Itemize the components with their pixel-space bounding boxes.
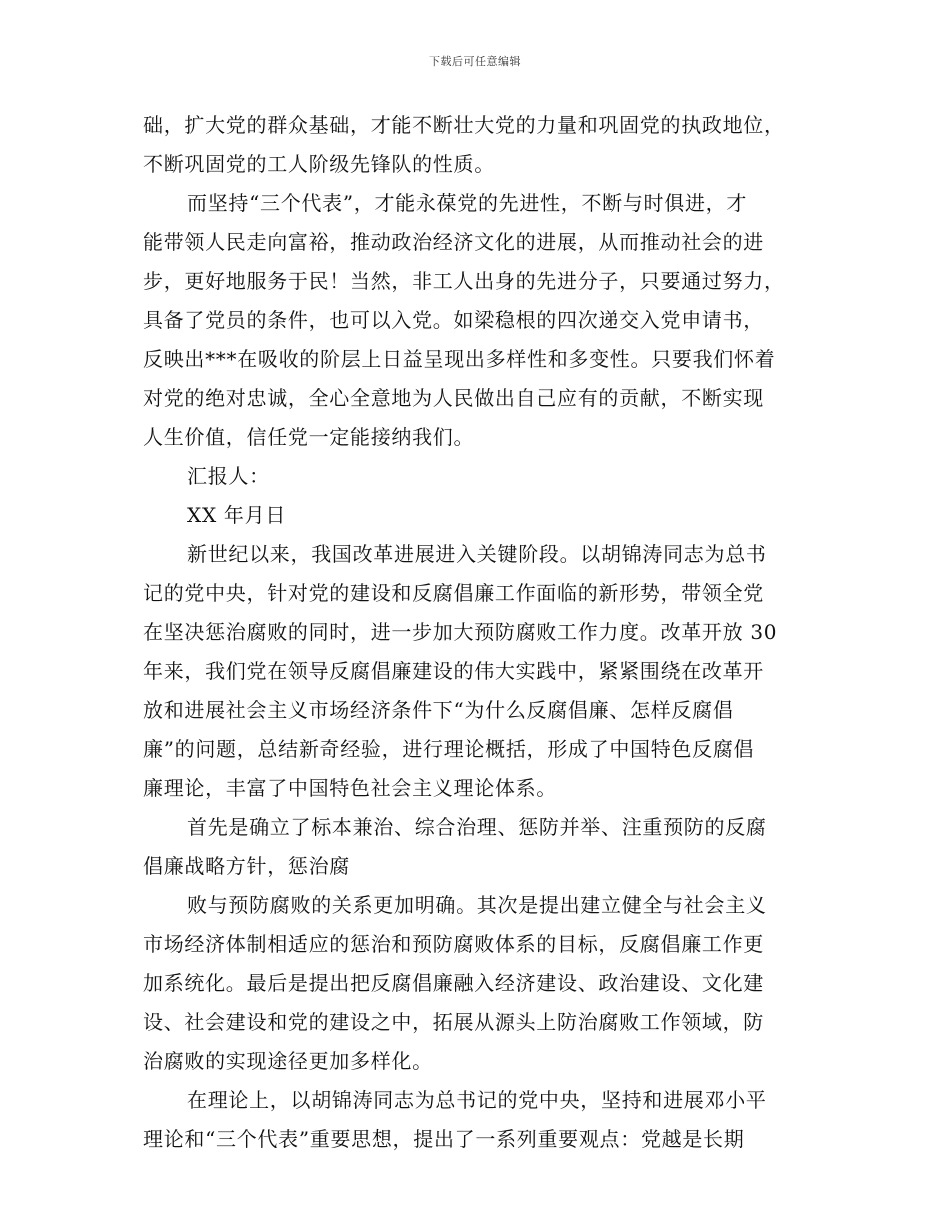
text-line: 廉理论，丰富了中国特色社会主义理论体系。: [143, 776, 557, 800]
date-line: XX 年月日: [187, 503, 287, 527]
text-line: 在理论上，以胡锦涛同志为总书记的党中央，坚持和进展邓小平: [187, 1088, 767, 1112]
text-line: 础，扩大党的群众基础，才能不断壮大党的力量和巩固党的执政地位，: [143, 113, 785, 137]
reporter-label: 汇报人：: [187, 464, 270, 488]
text-line: 加系统化。最后是提出把反腐倡廉融入经济建设、政治建设、文化建: [143, 971, 764, 995]
page-header: 下载后可任意编辑: [429, 55, 521, 68]
text-line: 治腐败的实现途径更加多样化。: [143, 1049, 433, 1073]
text-line: 新世纪以来，我国改革进展进入关键阶段。以胡锦涛同志为总书: [187, 542, 767, 566]
text-line: 具备了党员的条件，也可以入党。如梁稳根的四次递交入党申请书，: [143, 308, 764, 332]
text-line: 在坚决惩治腐败的同时，进一步加大预防腐败工作力度。改革开放 30: [143, 620, 778, 644]
text-line: 不断巩固党的工人阶级先锋队的性质。: [143, 152, 495, 176]
text-line: 能带领人民走向富裕，推动政治经济文化的进展，从而推动社会的进: [143, 230, 764, 254]
text-line: 人生价值，信任党一定能接纳我们。: [143, 425, 475, 449]
text-line: 而坚持“三个代表”，才能永葆党的先进性，不断与时俱进，才: [187, 191, 748, 215]
text-line: 放和进展社会主义市场经济条件下“为什么反腐倡廉、怎样反腐倡: [143, 698, 734, 722]
text-line: 廉”的问题，总结新奇经验，进行理论概括，形成了中国特色反腐倡: [143, 737, 755, 761]
text-line: 市场经济体制相适应的惩治和预防腐败体系的目标，反腐倡廉工作更: [143, 932, 764, 956]
text-line: 倡廉战略方针，惩治腐: [143, 854, 350, 878]
text-line: 败与预防腐败的关系更加明确。其次是提出建立健全与社会主义: [187, 893, 767, 917]
text-line: 年来，我们党在领导反腐倡廉建设的伟大实践中，紧紧围绕在改革开: [143, 659, 764, 683]
text-line: 理论和“三个代表”重要思想，提出了一系列重要观点：党越是长期: [143, 1127, 745, 1151]
text-line: 步，更好地服务于民！当然，非工人出身的先进分子，只要通过努力，: [143, 269, 785, 293]
text-line: 首先是确立了标本兼治、综合治理、惩防并举、注重预防的反腐: [187, 815, 767, 839]
text-line: 设、社会建设和党的建设之中，拓展从源头上防治腐败工作领域，防: [143, 1010, 764, 1034]
text-line: 反映出***在吸收的阶层上日益呈现出多样性和多变性。只要我们怀着: [143, 347, 776, 371]
document-body: [143, 106, 823, 1159]
text-line: 对党的绝对忠诚，全心全意地为人民做出自己应有的贡献，不断实现: [143, 386, 764, 410]
text-line: 记的党中央，针对党的建设和反腐倡廉工作面临的新形势，带领全党: [143, 581, 764, 605]
